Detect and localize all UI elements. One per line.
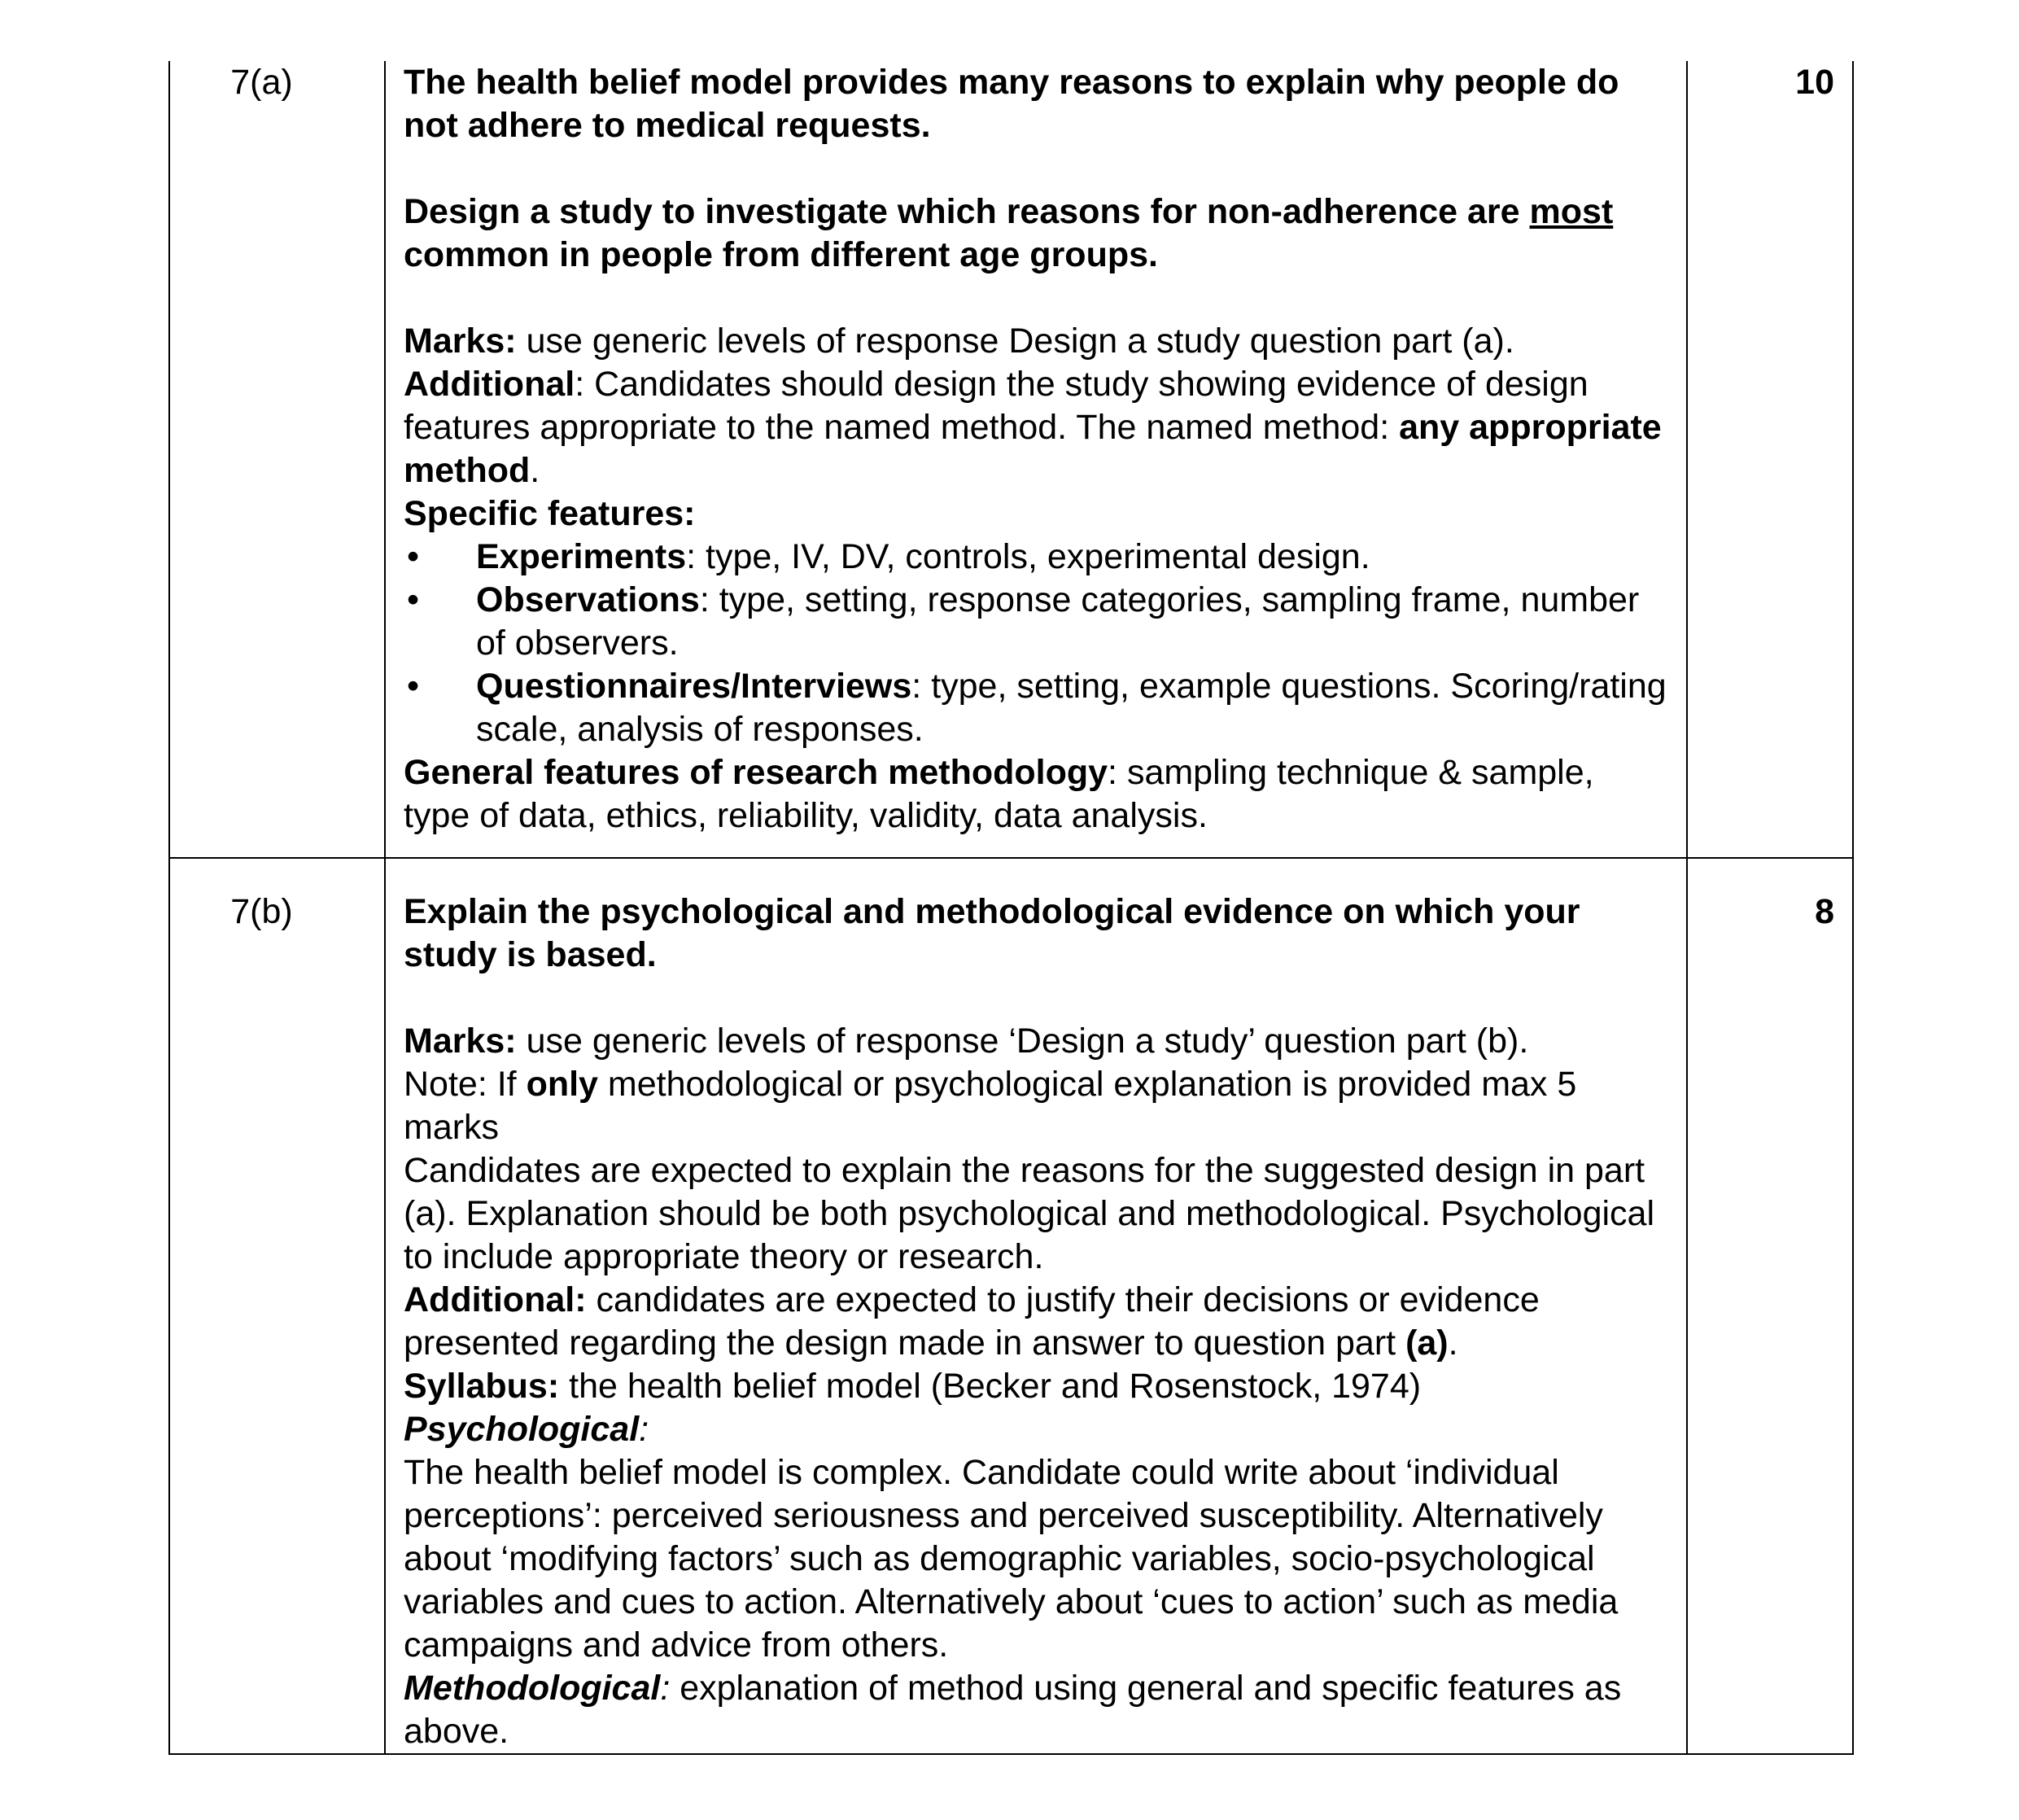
question-number-cell: [169, 858, 385, 1754]
candidates-text: Candidates are expected to explain the reasons for the suggested design in part (a). Explanation should be both psychological and methodological. Psychological to include appropriate theory or research.: [404, 1151, 1655, 1276]
specific-features-list: [404, 536, 1668, 751]
question-instruction: Design a study to investigate which reasons for non-adherence are most common in people from different age groups.: [404, 192, 1614, 274]
list-item: • Experiments: type, IV, DV, controls, experimental design.: [404, 536, 1668, 579]
answer-cell: [385, 61, 1687, 858]
question-prompt: Explain the psychological and methodological evidence on which your study is based.: [404, 892, 1580, 974]
marks-cell: [1687, 858, 1853, 1754]
specific-features-heading: Specific features:: [404, 494, 696, 533]
list-item: • Questionnaires/Interviews: type, setting, example questions. Scoring/rating scale, analysis of responses.: [407, 667, 1667, 749]
table-row-7b: [169, 858, 1853, 1754]
marks-value: 10: [1795, 63, 1834, 102]
answer-cell: [385, 858, 1687, 1754]
psychological-text: The health belief model is complex. Candidate could write about ‘individual perceptions’: perceived seriousness and perceived susceptibility. Alternatively about ‘modifying factors’ such as demographic variables, socio-psychological variables and cues to action. Alternatively about ‘cues to action’ such as media campaigns and advice from others.: [404, 1453, 1619, 1665]
underlined-word: most: [1529, 192, 1614, 231]
bullet-icon: •: [407, 667, 420, 706]
list-item: • Observations: type, setting, response categories, sampling frame, number of observers.: [407, 580, 1640, 663]
question-number: 7(b): [230, 892, 293, 931]
methodological-text: Methodological: explanation of method using general and specific features as above.: [404, 1669, 1622, 1751]
question-prompt: The health belief model provides many reasons to explain why people do not adhere to medical requests.: [404, 63, 1619, 145]
table-row-7a: [169, 61, 1853, 858]
question-number-cell: [169, 61, 385, 858]
note-text: Note: If only methodological or psychological explanation is provided max 5 marks: [404, 1065, 1577, 1147]
question-number: 7(a): [230, 63, 293, 102]
additional-guidance: Additional: Candidates should design the study showing evidence of design features appropriate to the named method. The named method: any appropriate method.: [404, 365, 1662, 490]
bullet-icon: •: [407, 537, 420, 576]
general-features: General features of research methodology: sampling technique & sample, type of data, ethics, reliability, validity, data analysis.: [404, 753, 1594, 835]
marks-value: 8: [1815, 892, 1834, 931]
marks-cell: [1687, 61, 1853, 858]
mark-scheme-table: [168, 61, 1854, 1755]
marks-guidance: Marks: use generic levels of response Design a study question part (a).: [404, 322, 1514, 361]
bullet-icon: •: [407, 580, 420, 619]
psychological-heading: Psychological:: [404, 1410, 649, 1449]
additional-guidance: Additional: candidates are expected to justify their decisions or evidence presented regarding the design made in answer to question part (a).: [404, 1280, 1540, 1363]
syllabus-text: Syllabus: the health belief model (Becker and Rosenstock, 1974): [404, 1367, 1422, 1406]
marks-guidance: Marks: use generic levels of response ‘Design a study’ question part (b).: [404, 1022, 1529, 1061]
